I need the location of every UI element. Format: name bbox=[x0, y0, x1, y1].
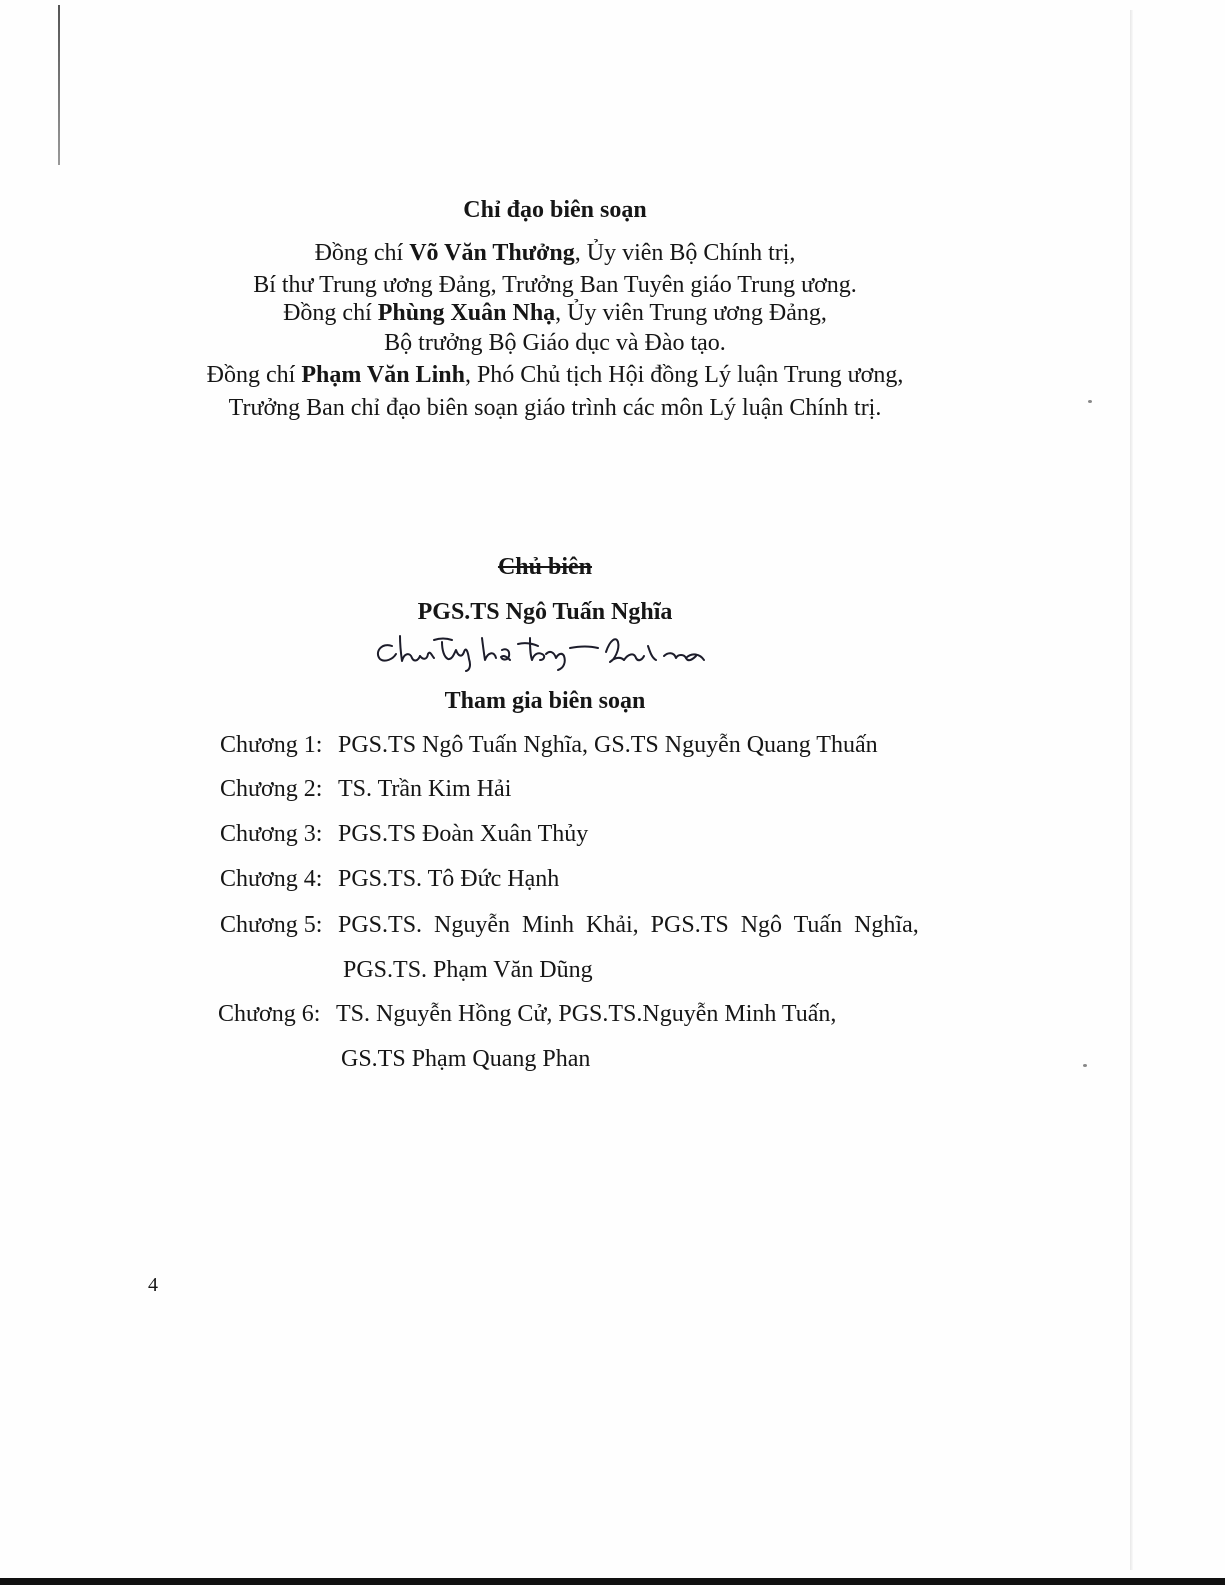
director-text: Trưởng Ban chỉ đạo biên soạn giáo trình các môn Lý luận Chính trị. bbox=[228, 395, 882, 421]
director-name: Phùng Xuân Nhạ bbox=[377, 300, 556, 326]
scan-edge-right bbox=[1130, 10, 1133, 1570]
director-line bbox=[0, 393, 1110, 423]
handwritten-note bbox=[370, 632, 710, 672]
chapter-authors: PGS.TS. Tô Đức Hạnh bbox=[338, 866, 560, 892]
director-text: , Ủy viên Trung ương Đảng, bbox=[555, 300, 827, 326]
director-line bbox=[0, 238, 1110, 268]
director-name: Phạm Văn Linh bbox=[301, 362, 465, 388]
editor-heading: Chủ biên bbox=[497, 554, 593, 580]
chapter-authors: TS. Nguyễn Hồng Cử, PGS.TS.Nguyễn Minh Tuấn, bbox=[336, 1001, 837, 1027]
chapter-label: Chương 4: bbox=[220, 866, 323, 892]
scan-speck bbox=[1083, 1064, 1087, 1067]
chapter-authors-continued: GS.TS Phạm Quang Phan bbox=[341, 1046, 591, 1072]
director-text: Đồng chí bbox=[283, 300, 378, 326]
director-text: Bộ trưởng Bộ Giáo dục và Đào tạo. bbox=[384, 330, 726, 356]
chapter-authors: PGS.TS Ngô Tuấn Nghĩa, GS.TS Nguyễn Quang Thuấn bbox=[338, 732, 878, 758]
director-line bbox=[0, 270, 1110, 300]
scan-edge-left bbox=[58, 5, 60, 165]
scan-edge-bottom bbox=[0, 1578, 1225, 1585]
director-text: Đồng chí bbox=[206, 362, 302, 388]
chapter-label: Chương 3: bbox=[220, 821, 323, 847]
chapter-authors: PGS.TS. Nguyễn Minh Khải, PGS.TS Ngô Tuấn Nghĩa, bbox=[338, 912, 919, 938]
directors-heading: Chỉ đạo biên soạn bbox=[463, 197, 647, 223]
chapter-label: Chương 5: bbox=[220, 912, 323, 938]
chapter-authors-continued: PGS.TS. Phạm Văn Dũng bbox=[343, 957, 593, 983]
chapter-label: Chương 2: bbox=[220, 776, 323, 802]
director-name: Võ Văn Thưởng bbox=[409, 240, 575, 266]
director-line bbox=[0, 360, 1110, 390]
director-line bbox=[0, 298, 1110, 328]
director-line bbox=[0, 328, 1110, 358]
page-number: 4 bbox=[148, 1274, 158, 1296]
contributors-heading: Tham gia biên soạn bbox=[444, 688, 646, 714]
director-text: Đồng chí bbox=[314, 240, 410, 266]
chapter-authors: TS. Trần Kim Hải bbox=[338, 776, 512, 802]
director-text: , Phó Chủ tịch Hội đồng Lý luận Trung ương, bbox=[464, 362, 904, 388]
chapter-authors: PGS.TS Đoàn Xuân Thủy bbox=[338, 821, 589, 847]
chapter-label: Chương 6: bbox=[218, 1001, 321, 1027]
chapter-label: Chương 1: bbox=[220, 732, 323, 758]
director-text: Bí thư Trung ương Đảng, Trưởng Ban Tuyên giáo Trung ương. bbox=[253, 272, 857, 298]
director-text: , Ủy viên Bộ Chính trị, bbox=[574, 240, 796, 266]
editor-name: PGS.TS Ngô Tuấn Nghĩa bbox=[417, 599, 673, 625]
